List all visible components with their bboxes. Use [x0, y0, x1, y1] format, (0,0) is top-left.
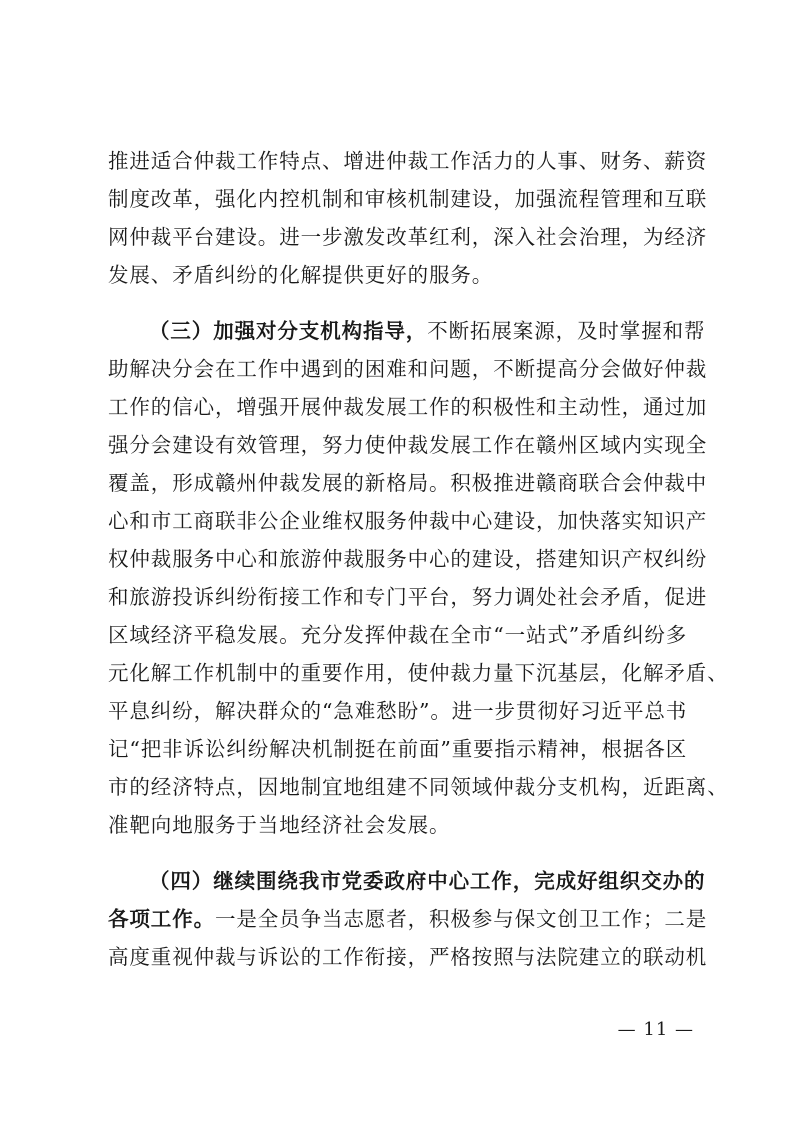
text-line: 强分会建设有效管理，努力使仲裁发展工作在赣州区域内实现全 [108, 433, 708, 457]
text-line: 准靶向地服务于当地经济社会发展。 [108, 813, 451, 837]
text-line: 覆盖，形成赣州仲裁发展的新格局。积极推进赣商联合会仲裁中 [108, 471, 708, 495]
section-heading-cont: 各项工作。 [108, 907, 215, 931]
text-line: 高度重视仲裁与诉讼的工作衔接，严格按照与法院建立的联动机 [108, 945, 708, 969]
paragraph [108, 862, 708, 976]
text-line [108, 900, 708, 938]
text-line-rest: 不断拓展案源，及时掌握和帮 [427, 319, 706, 343]
text-line [108, 312, 706, 350]
text-line: 制度改革，强化内控机制和审核机制建设，加强流程管理和互联 [108, 187, 708, 211]
text-line: 心和市工商联非公企业维权服务仲裁中心建设，加快落实知识产 [108, 509, 708, 533]
paragraph [108, 312, 729, 844]
section-heading: （四）继续围绕我市党委政府中心工作，完成好组织交办的 [149, 869, 706, 893]
text-line: 助解决分会在工作中遇到的困难和问题，不断提高分会做好仲裁 [108, 357, 708, 381]
paragraph [108, 142, 708, 294]
text-line: 市的经济特点，因地制宜地组建不同领域仲裁分支机构，近距离、 [108, 775, 729, 799]
text-line [108, 862, 706, 900]
text-line: 和旅游投诉纠纷衔接工作和专门平台，努力调处社会矛盾，促进 [108, 585, 708, 609]
text-line: 工作的信心，增强开展仲裁发展工作的积极性和主动性，通过加 [108, 395, 708, 419]
text-line: 权仲裁服务中心和旅游仲裁服务中心的建设，搭建知识产权纠纷 [108, 547, 708, 571]
text-line: 网仲裁平台建设。进一步激发改革红利，深入社会治理，为经济 [108, 225, 708, 249]
text-line-rest: 一是全员争当志愿者，积极参与保文创卫工作；二是 [215, 907, 708, 931]
text-line: 推进适合仲裁工作特点、增进仲裁工作活力的人事、财务、薪资 [108, 149, 708, 173]
text-line: 区域经济平稳发展。充分发挥仲裁在全市“一站式”矛盾纠纷多 [108, 623, 688, 647]
text-line: 记“把非诉讼纠纷解决机制挺在前面”重要指示精神，根据各区 [108, 737, 688, 761]
document-body [108, 142, 729, 976]
text-line: 元化解工作机制中的重要作用，使仲裁力量下沉基层，化解矛盾、 [108, 661, 729, 685]
text-line: 平息纠纷，解决群众的“急难愁盼”。进一步贯彻好习近平总书 [108, 699, 688, 723]
text-line: 发展、矛盾纠纷的化解提供更好的服务。 [108, 263, 494, 287]
page-number: — 11 — [617, 1019, 694, 1040]
section-heading: （三）加强对分支机构指导， [149, 319, 428, 343]
